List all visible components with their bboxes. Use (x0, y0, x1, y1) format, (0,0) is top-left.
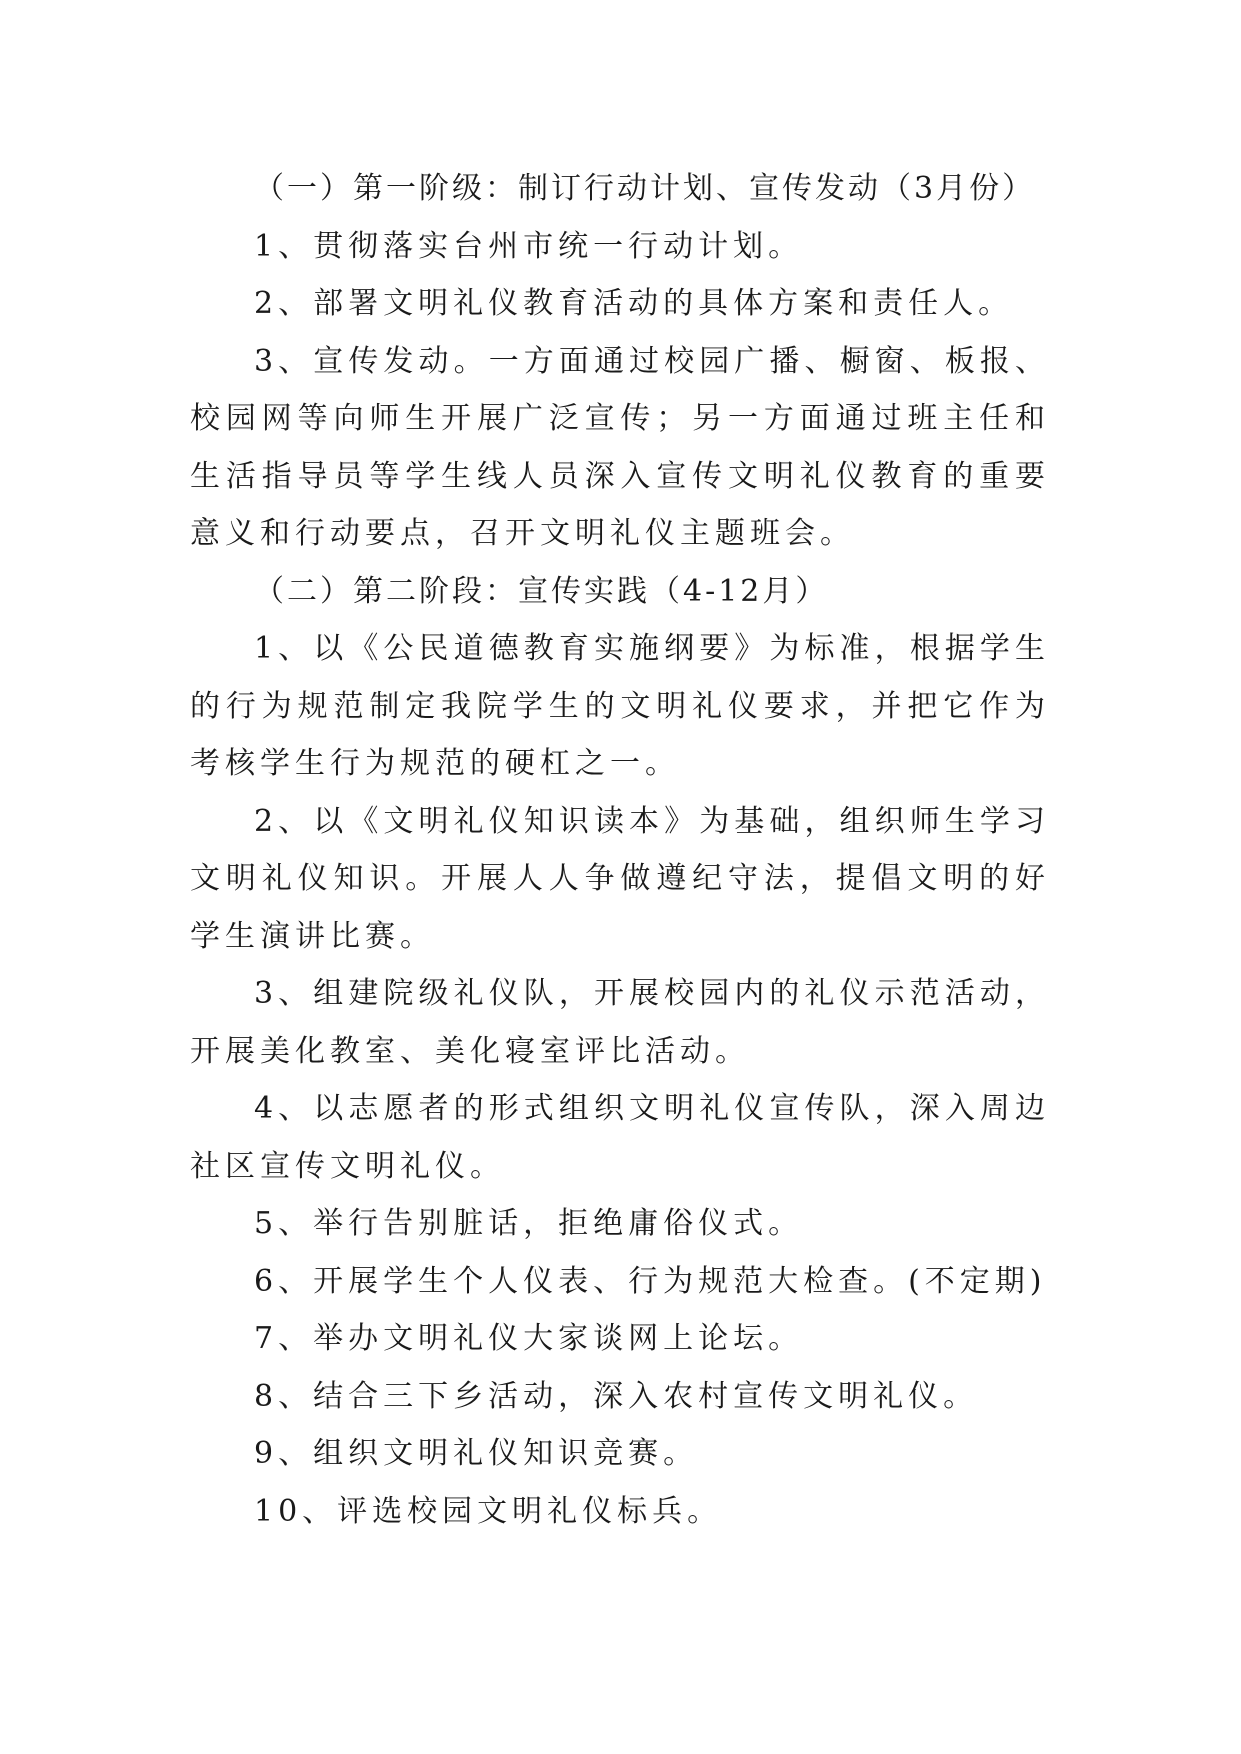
stage1-item-1: 1、贯彻落实台州市统一行动计划。 (254, 228, 804, 264)
stage2-item-4: 4、以志愿者的形式组织文明礼仪宣传队，深入周边社区宣传文明礼仪。 (190, 1091, 1050, 1184)
stage2-item-9: 9、组织文明礼仪知识竞赛。 (254, 1436, 699, 1471)
stage2-item-1: 1、以《公民道德教育实施纲要》为标准，根据学生的行为规范制定我院学生的文明礼仪要求，并把它作为考核学生行为规范的硬杠之一。 (190, 631, 1050, 781)
document-body (190, 160, 1050, 1540)
stage1-heading: （一）第一阶级：制订行动计划、宣传发动（3月份） (254, 171, 1036, 206)
stage2-item-5: 5、举行告别脏话，拒绝庸俗仪式。 (254, 1206, 804, 1241)
stage2-item-6: 6、开展学生个人仪表、行为规范大检查。(不定期) (254, 1263, 1047, 1299)
stage2-item-8: 8、结合三下乡活动，深入农村宣传文明礼仪。 (254, 1378, 979, 1414)
stage1-item-3: 3、宣传发动。一方面通过校园广播、橱窗、板报、校园网等向师生开展广泛宣传；另一方面通过班主任和生活指导员等学生线人员深入宣传文明礼仪教育的重要意义和行动要点，召开文明礼仪主题班会。 (190, 343, 1050, 551)
stage2-heading: （二）第二阶段：宣传实践（4-12月） (254, 573, 829, 609)
stage1-item-2: 2、部署文明礼仪教育活动的具体方案和责任人。 (254, 286, 1014, 321)
stage2-item-10: 10、评选校园文明礼仪标兵。 (254, 1493, 723, 1529)
stage2-item-7: 7、举办文明礼仪大家谈网上论坛。 (254, 1321, 804, 1356)
stage2-item-3: 3、组建院级礼仪队，开展校园内的礼仪示范活动，开展美化教室、美化寝室评比活动。 (190, 976, 1050, 1069)
stage2-item-2: 2、以《文明礼仪知识读本》为基础，组织师生学习文明礼仪知识。开展人人争做遵纪守法，提倡文明的好学生演讲比赛。 (190, 803, 1050, 954)
